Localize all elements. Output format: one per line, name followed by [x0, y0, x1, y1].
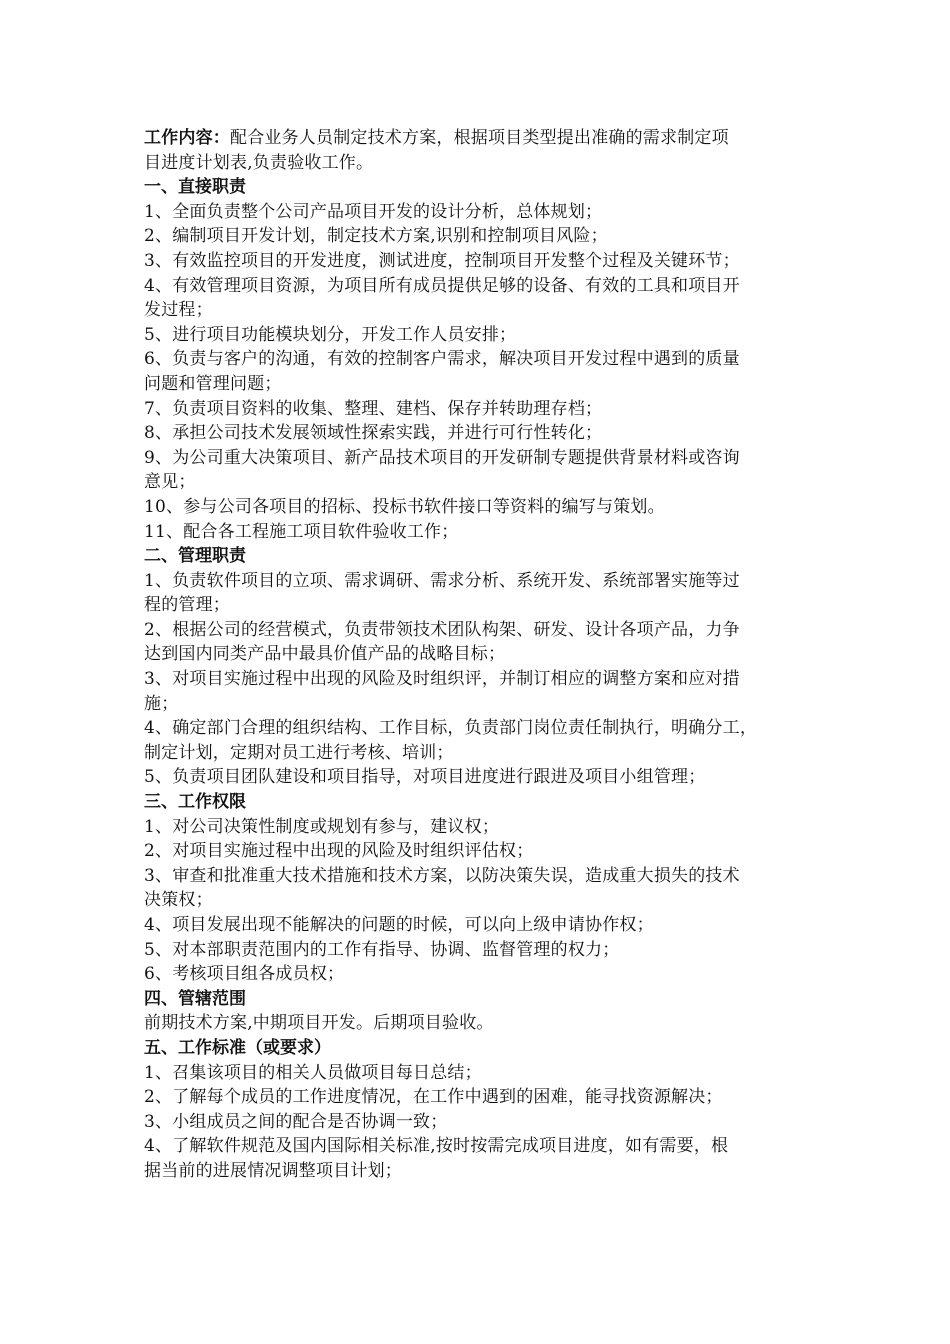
section-heading: 二、管理职责	[144, 546, 246, 567]
section-line: 施；	[144, 693, 179, 714]
section-heading: 三、工作权限	[144, 792, 246, 813]
section-line: 制定计划，定期对员工进行考核、培训；	[144, 742, 454, 763]
section-line: 5、对本部职责范围内的工作有指导、协调、监督管理的权力；	[144, 939, 620, 960]
section-line: 问题和管理问题；	[144, 373, 282, 394]
section-line: 6、负责与客户的沟通，有效的控制客户需求，解决项目开发过程中遇到的质量	[144, 349, 740, 370]
section-line: 3、对项目实施过程中出现的风险及时组织评，并制订相应的调整方案和应对措	[144, 669, 740, 690]
section-line: 6、考核项目组各成员权；	[144, 964, 345, 985]
section-heading: 一、直接职责	[144, 177, 246, 198]
section-line: 决策权；	[144, 890, 213, 911]
section-line: 4、项目发展出现不能解决的问题的时候，可以向上级申请协作权；	[144, 915, 654, 935]
section-line: 1、召集该项目的相关人员做项目每日总结；	[144, 1062, 482, 1083]
sections-container	[144, 175, 824, 1183]
section-line: 5、负责项目团队建设和项目指导，对项目进度进行跟进及项目小组管理；	[144, 767, 706, 788]
section-line: 10、参与公司各项目的招标、投标书软件接口等资料的编写与策划。	[144, 496, 665, 517]
section-line: 程的管理；	[144, 595, 230, 616]
section-line: 2、了解每个成员的工作进度情况，在工作中遇到的困难，能寻找资源解决；	[144, 1087, 723, 1108]
section-line: 3、小组成员之间的配合是否协调一致；	[144, 1111, 448, 1132]
intro-text-1: 配合业务人员制定技术方案，根据项目类型提出准确的需求制定项	[230, 128, 729, 148]
section-line: 达到国内同类产品中最具价值产品的战略目标；	[144, 644, 506, 665]
section-heading: 四、管辖范围	[144, 988, 246, 1009]
section-line: 4、确定部门合理的组织结构、工作目标，负责部门岗位责任制执行，明确分工，	[144, 718, 758, 739]
section-line: 9、为公司重大决策项目、新产品技术项目的开发研制专题提供背景材料或咨询	[144, 447, 740, 468]
section-line: 4、了解软件规范及国内国际相关标准,按时按需完成项目进度，如有需要，根	[144, 1136, 729, 1157]
section-line: 2、根据公司的经营模式，负责带领技术团队构架、研发、设计各项产品，力争	[144, 619, 740, 640]
section-line: 2、对项目实施过程中出现的风险及时组织评估权；	[144, 841, 534, 862]
document-body	[144, 126, 824, 1184]
section-line: 1、全面负责整个公司产品项目开发的设计分析，总体规划；	[144, 201, 603, 222]
section-heading: 五、工作标准（或要求）	[144, 1037, 331, 1058]
section-line: 8、承担公司技术发展领域性探索实践，并进行可行性转化；	[144, 423, 603, 444]
section-line: 11、配合各工程施工项目软件验收工作；	[144, 521, 459, 542]
section-line: 1、对公司决策性制度或规划有参与，建议权；	[144, 816, 500, 837]
section-line: 7、负责项目资料的收集、整理、建档、保存并转助理存档；	[144, 398, 603, 419]
section-line: 1、负责软件项目的立项、需求调研、需求分析、系统开发、系统部署实施等过	[144, 570, 740, 591]
intro-line-1	[144, 126, 824, 151]
intro-line-2: 目进度计划表,负责验收工作。	[144, 152, 374, 173]
section-line: 4、有效管理项目资源，为项目所有成员提供足够的设备、有效的工具和项目开	[144, 275, 740, 296]
section-line: 3、有效监控项目的开发进度，测试进度，控制项目开发整个过程及关键环节；	[144, 250, 740, 271]
section-line: 5、进行项目功能模块划分，开发工作人员安排；	[144, 324, 517, 345]
section-line: 据当前的进展情况调整项目计划；	[144, 1160, 402, 1181]
section-line: 发过程；	[144, 300, 213, 321]
intro-label: 工作内容：	[144, 128, 230, 148]
section-line: 2、编制项目开发计划，制定技术方案,识别和控制项目风险；	[144, 226, 608, 247]
section-line: 前期技术方案,中期项目开发。后期项目验收。	[144, 1013, 494, 1034]
section-line: 意见；	[144, 472, 196, 493]
section-line: 3、审查和批准重大技术措施和技术方案，以防决策失误，造成重大损失的技术	[144, 865, 740, 886]
